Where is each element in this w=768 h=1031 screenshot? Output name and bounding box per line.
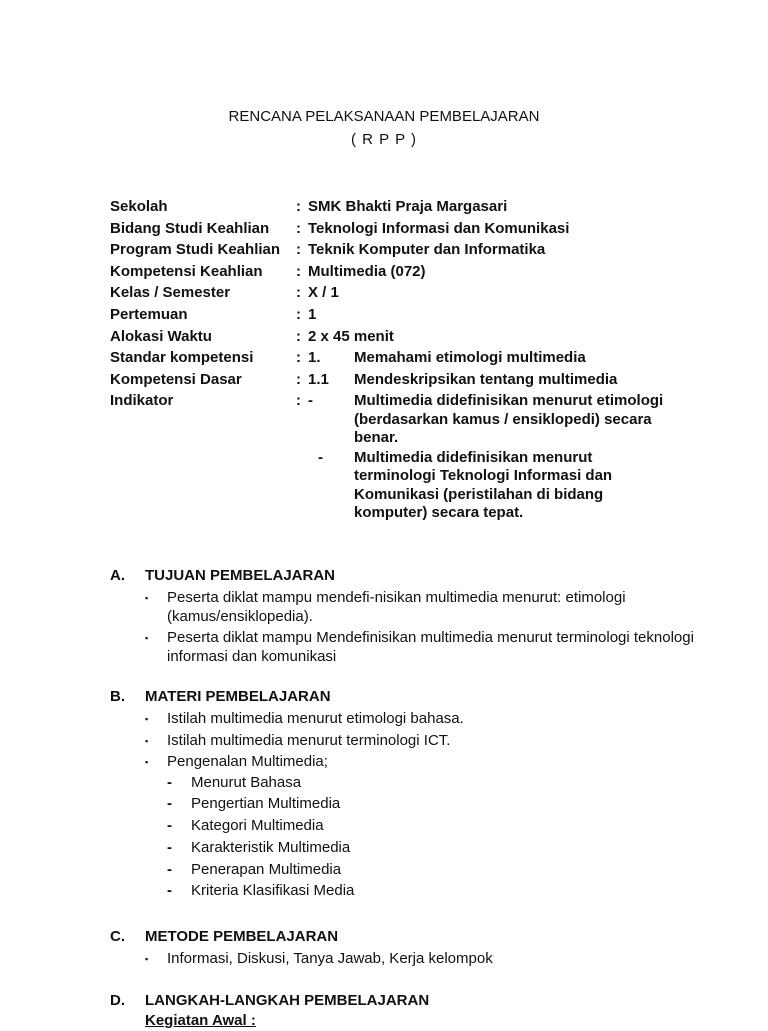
list-item: ▪ Informasi, Diskusi, Tanya Jawab, Kerja kelompok [145, 950, 493, 967]
section-title: METODE PEMBELAJARAN [145, 928, 339, 945]
dash-icon: - [167, 795, 172, 813]
sub-list-item: - Menurut Bahasa [110, 772, 710, 794]
section-letter: C. [110, 928, 125, 945]
sub-list-item: - Kategori Multimedia [110, 815, 710, 837]
list-item: ▪ Peserta diklat mampu Mendefinisikan multimedia menurut terminologi teknologi informasi dan komunikasi [145, 629, 694, 665]
info-colon: : [296, 327, 301, 345]
info-value: Mendeskripsikan tentang multimedia [354, 370, 618, 388]
section-heading [110, 927, 710, 947]
info-row-program-studi [110, 239, 670, 261]
section-letter: B. [110, 688, 125, 705]
bullet-icon: ▪ [145, 735, 149, 746]
info-row-alokasi-waktu [110, 326, 670, 348]
section-heading [110, 566, 710, 586]
dash-icon: - [167, 773, 172, 791]
info-value: SMK Bhakti Praja Margasari [308, 198, 508, 215]
section-metode [110, 927, 710, 969]
list-item: ▪ Peserta diklat mampu mendefi-nisikan multimedia menurut: etimologi (kamus/ensiklopedia). [145, 589, 626, 625]
info-colon: : [296, 370, 301, 388]
section-tujuan [110, 566, 710, 666]
info-label: Bidang Studi Keahlian [110, 219, 270, 237]
section-title: MATERI PEMBELAJARAN [145, 688, 331, 705]
sub-list-item: - Pengertian Multimedia [110, 793, 710, 815]
document-subtitle: ( R P P ) [351, 131, 417, 148]
section-heading [110, 991, 710, 1011]
info-value: 1 [308, 305, 317, 323]
subheading-kegiatan-awal: Kegiatan Awal : [145, 1012, 256, 1029]
bullet-icon: ▪ [145, 757, 149, 767]
bullet-icon: ▪ [145, 714, 149, 724]
info-value: Multimedia (072) [308, 262, 426, 280]
info-colon: : [296, 262, 301, 280]
dash-icon: - [167, 817, 172, 835]
info-row-standar-kompetensi [110, 347, 670, 369]
info-row-pertemuan [110, 304, 670, 326]
indikator-dash: - [308, 392, 313, 410]
info-value: Teknologi Informasi dan Komunikasi [308, 219, 570, 237]
sub-list-item: - Karakteristik Multimedia [110, 837, 710, 859]
info-colon: : [296, 219, 301, 237]
info-value: 2 x 45 menit [308, 327, 394, 345]
section-title: LANGKAH-LANGKAH PEMBELAJARAN [145, 992, 430, 1009]
sub-list-item: - Penerapan Multimedia [110, 859, 710, 881]
info-number: 1.1 [308, 370, 329, 388]
info-label: Sekolah [110, 198, 168, 215]
list-item: ▪ Istilah multimedia menurut terminologi ICT. [145, 731, 451, 749]
info-label: Kompetensi Keahlian [110, 262, 263, 280]
dash-icon: - [167, 860, 172, 878]
info-label: Standar kompetensi [110, 349, 254, 367]
indikator-text: Multimedia didefinisikan menurut terminologi Teknologi Informasi dan Komunikasi (peristilahan di bidang komputer) secara tepat. [354, 448, 613, 522]
info-table [110, 196, 670, 523]
bullet-icon: ▪ [145, 954, 149, 964]
info-colon: : [296, 349, 301, 367]
info-colon: : [296, 198, 301, 215]
info-value: Memahami etimologi multimedia [354, 349, 586, 367]
section-title: TUJUAN PEMBELAJARAN [145, 567, 336, 584]
document-title: RENCANA PELAKSANAAN PEMBELAJARAN [228, 108, 540, 125]
bullet-icon: ▪ [145, 593, 149, 603]
info-row-sekolah [110, 196, 670, 218]
info-label: Indikator [110, 392, 174, 410]
info-row-indikator [110, 392, 670, 448]
section-letter: A. [110, 567, 125, 584]
dash-icon: - [167, 882, 172, 900]
info-colon: : [296, 241, 301, 259]
info-value: Teknik Komputer dan Informatika [308, 241, 546, 259]
info-row-kompetensi-keahlian [110, 261, 670, 283]
section-materi [110, 687, 710, 902]
info-row-kompetensi-dasar [110, 369, 670, 391]
info-label: Alokasi Waktu [110, 327, 212, 345]
info-label: Kompetensi Dasar [110, 370, 242, 388]
indikator-text: Multimedia didefinisikan menurut etimologi (berdasarkan kamus / ensiklopedi) secara benar. [354, 392, 664, 447]
section-heading [110, 687, 710, 707]
list-item: ▪ Istilah multimedia menurut etimologi bahasa. [145, 710, 464, 727]
info-label: Kelas / Semester [110, 284, 231, 302]
info-row-kelas-semester [110, 282, 670, 304]
info-colon: : [296, 392, 301, 410]
info-row-indikator-2 [110, 449, 670, 523]
list-item: ▪ Pengenalan Multimedia; [145, 753, 328, 770]
info-colon: : [296, 305, 301, 323]
info-label: Program Studi Keahlian [110, 241, 281, 259]
info-label: Pertemuan [110, 305, 188, 323]
section-letter: D. [110, 992, 125, 1009]
section-langkah [110, 991, 710, 1031]
bullet-icon: ▪ [145, 633, 149, 643]
info-number: 1. [308, 349, 321, 367]
info-value: X / 1 [308, 284, 339, 302]
indikator-dash: - [318, 448, 323, 466]
info-colon: : [296, 284, 301, 302]
info-row-bidang-studi [110, 218, 670, 240]
dash-icon: - [167, 838, 172, 856]
sub-list-item: - Kriteria Klasifikasi Media [110, 880, 710, 902]
